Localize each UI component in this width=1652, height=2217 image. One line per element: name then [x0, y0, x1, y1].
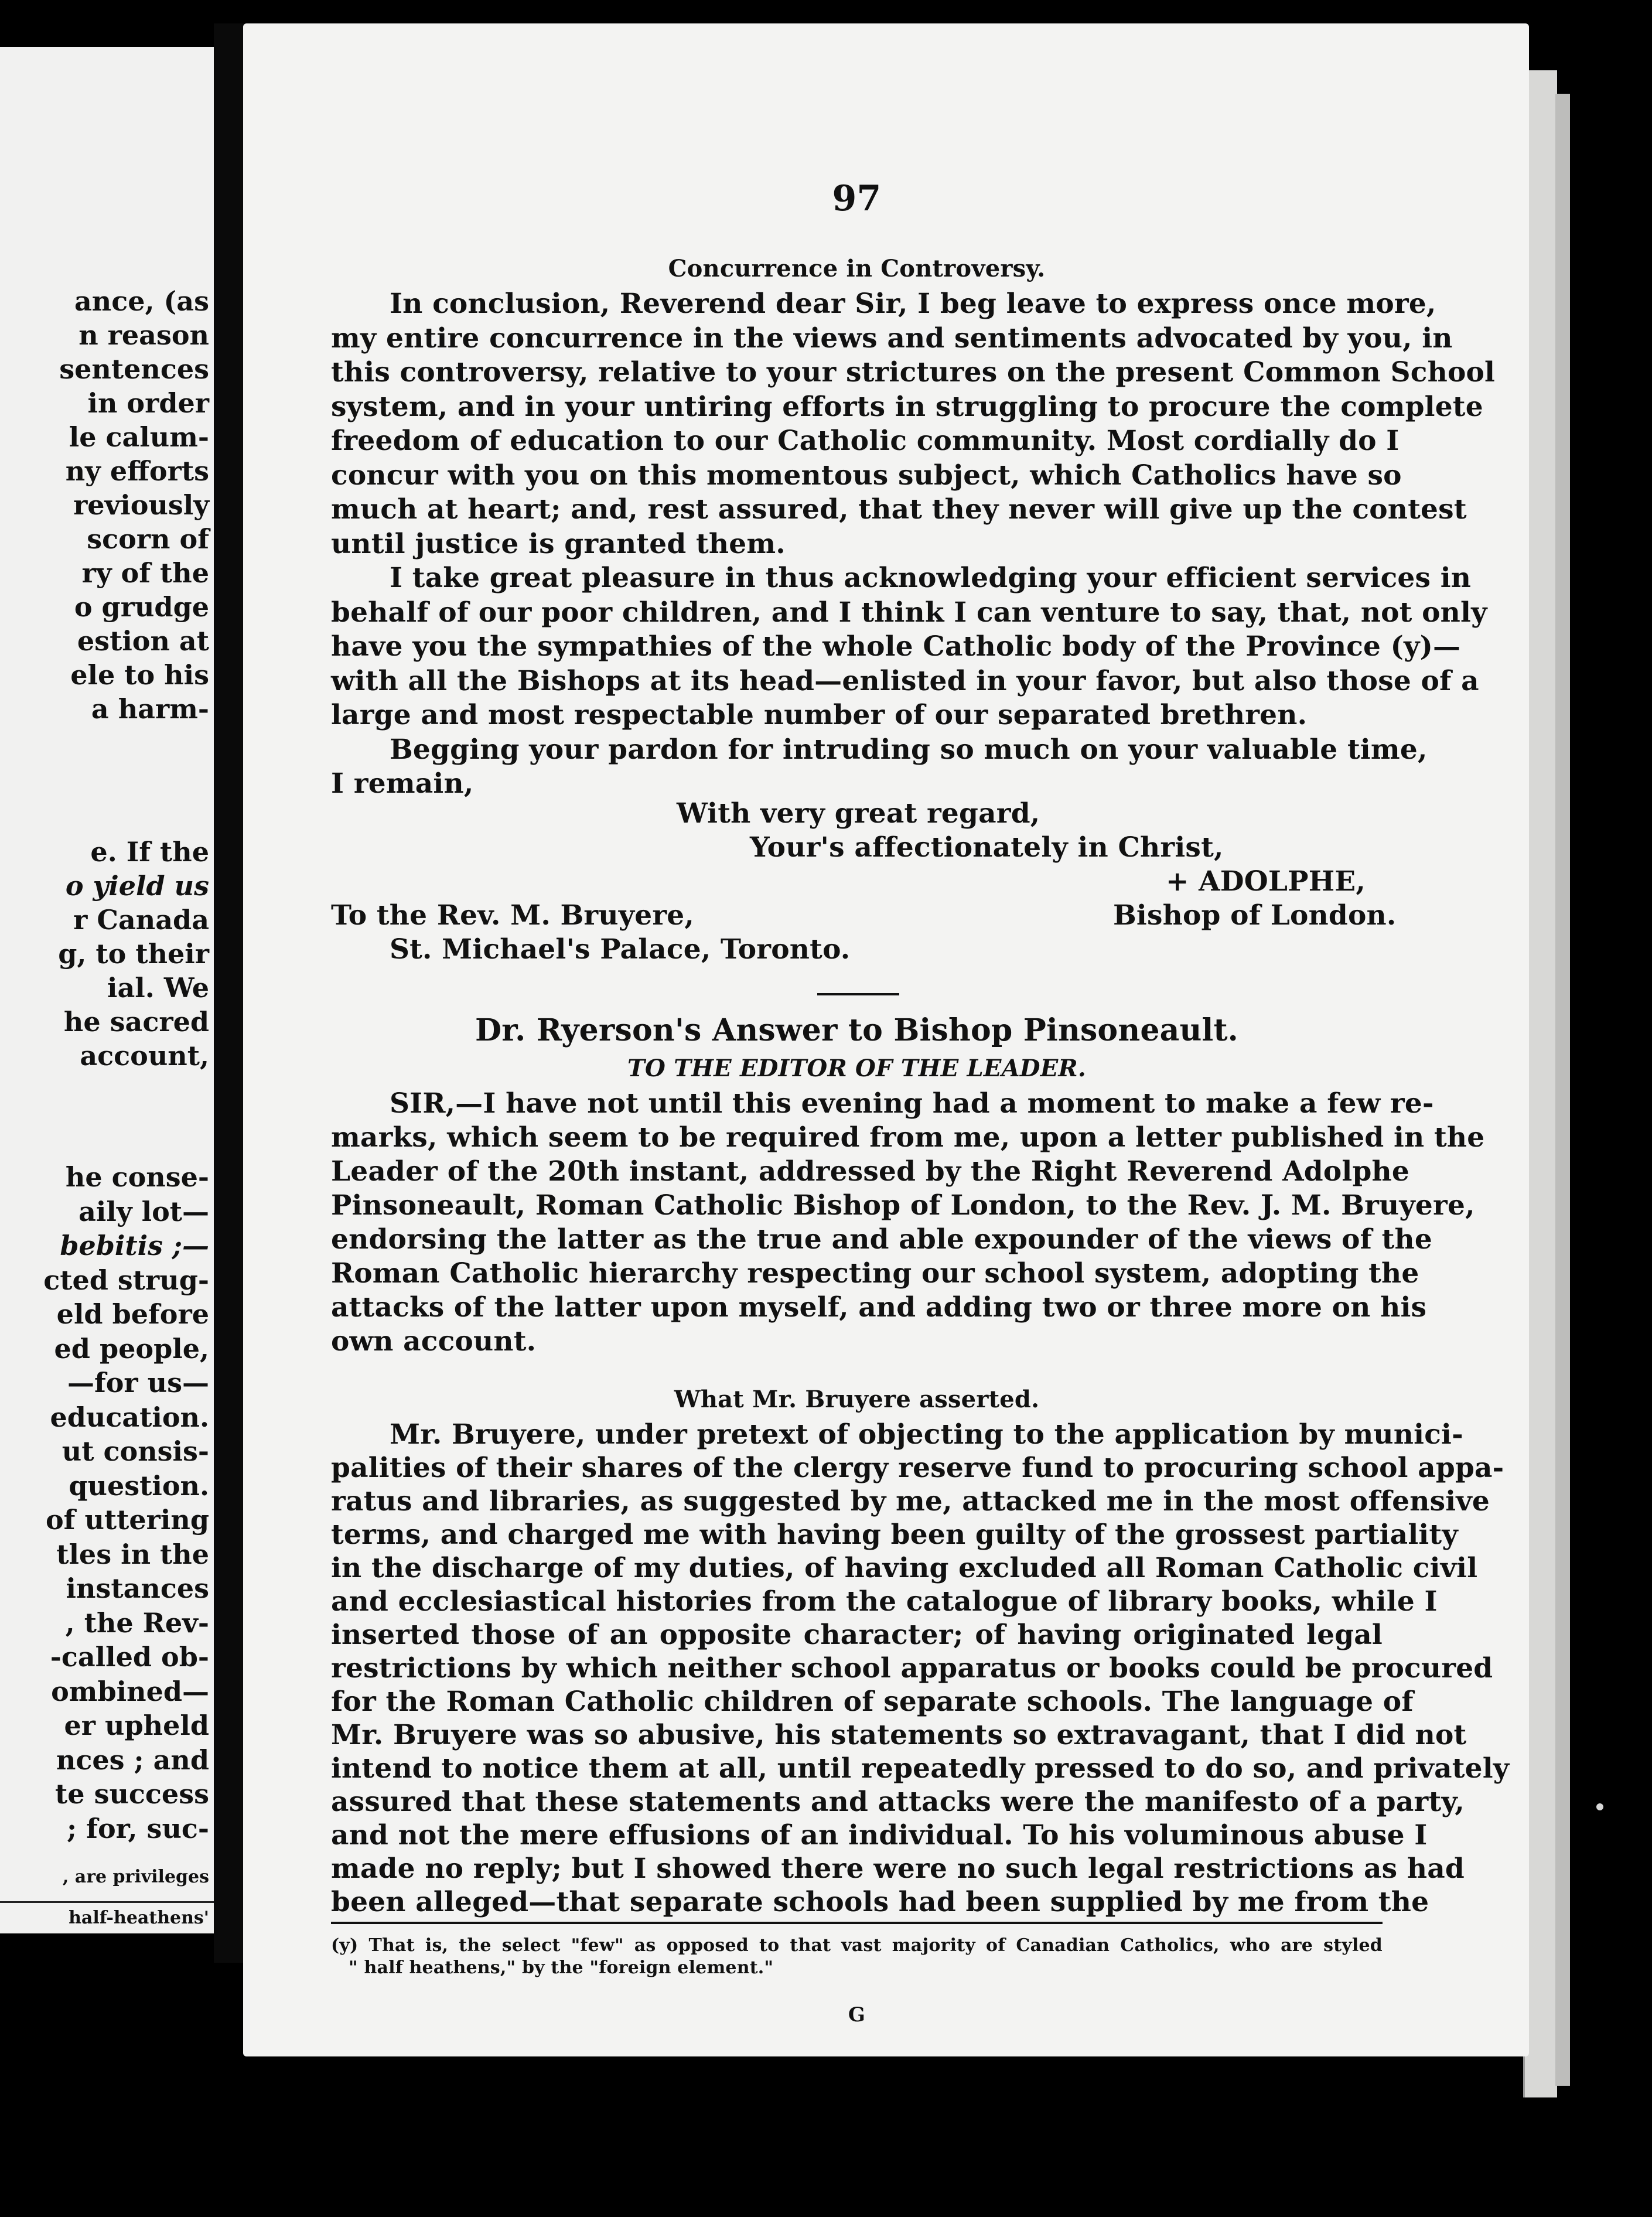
left-page-footnote: half-heathens' [69, 1908, 209, 1928]
text-line: ratus and libraries, as suggested by me, attacked me in the most offensive [331, 1485, 1490, 1517]
heading-bruyere-asserted: What Mr. Bruyere asserted. [674, 1386, 1040, 1413]
addressee-location: St. Michael's Palace, Toronto. [390, 933, 851, 966]
text-line: my entire concurrence in the views and sentiments advocated by you, in [331, 322, 1453, 354]
text-line: made no reply; but I showed there were no such legal restrictions as had [331, 1853, 1465, 1885]
text-line: attacks of the latter upon myself, and adding two or three more on his [331, 1291, 1427, 1324]
left-page-text-line: r Canada [73, 904, 209, 936]
left-page-text-line: ny efforts [65, 455, 209, 487]
left-page-text-line: , the Rev- [65, 1607, 209, 1639]
left-page-text-line: o yield us [65, 870, 209, 902]
text-line: I take great pleasure in thus acknowledging your efficient services in [390, 562, 1472, 594]
text-line: concur with you on this momentous subject, which Catholics have so [331, 459, 1402, 492]
left-page-text-line: in order [87, 387, 209, 419]
left-page-footnote: , are privileges [62, 1867, 209, 1887]
left-page-text-line: education. [50, 1401, 209, 1433]
footnote-line-1: (y) That is, the select "few" as opposed to that vast majority of Canadian Catholics, who are styled [331, 1935, 1383, 1956]
left-page-text-line: —for us— [67, 1367, 209, 1399]
text-line: Begging your pardon for intruding so much on your valuable time, [390, 733, 1428, 766]
left-page-text-line: a harm- [91, 693, 209, 725]
addressee: To the Rev. M. Bruyere, [331, 899, 694, 932]
footnote-line-2: " half heathens," by the "foreign element." [349, 1957, 774, 1978]
text-line: behalf of our poor children, and I think I can venture to say, that, not only [331, 596, 1487, 629]
signature-title: Bishop of London. [1113, 899, 1397, 932]
text-line: until justice is granted them. [331, 527, 786, 560]
footnote-rule [331, 1922, 1383, 1924]
page-edge-shadow [1555, 94, 1570, 2086]
text-line: inserted those of an opposite character; of having originated legal [331, 1619, 1383, 1651]
left-page-text-line: of uttering [45, 1504, 209, 1536]
text-line: Roman Catholic hierarchy respecting our school system, adopting the [331, 1257, 1419, 1290]
text-line: own account. [331, 1325, 537, 1358]
heading-ryerson-answer: Dr. Ryerson's Answer to Bishop Pinsoneault. [475, 1012, 1238, 1048]
text-line: been alleged—that separate schools had been supplied by me from the [331, 1886, 1429, 1918]
left-facing-page [0, 47, 214, 1933]
section-divider [817, 993, 899, 995]
left-page-text-line: -called ob- [50, 1641, 209, 1673]
left-page-text-line: ial. We [107, 972, 209, 1004]
scan-speck [1596, 1803, 1603, 1810]
heading-concurrence: Conc⁠urrence in Controversy. [668, 255, 1046, 282]
left-page-text-line: ombined— [51, 1675, 209, 1707]
left-page-text-line: he sacred [63, 1006, 209, 1038]
left-page-text-line: aily lot— [78, 1195, 209, 1227]
left-page-text-line: tles in the [56, 1538, 209, 1570]
text-line: endorsing the latter as the true and able expounder of the views of the [331, 1223, 1432, 1256]
text-line: large and most respectable number of our separated brethren. [331, 699, 1308, 731]
text-line: much at heart; and, rest assured, that they never will give up the contest [331, 493, 1467, 526]
left-page-text-line: bebitis ;— [60, 1230, 209, 1261]
left-page-text-line: account, [80, 1040, 209, 1072]
left-page-text-line: ry of the [81, 557, 209, 589]
text-line: with all the Bishops at its head—enlisted in your favor, but also those of a [331, 664, 1479, 697]
signature-adolphe: + ADOLPHE, [1166, 865, 1366, 898]
right-page [243, 23, 1529, 2056]
page-number: 97 [832, 178, 882, 219]
left-page-text-line: question. [69, 1469, 209, 1502]
left-page-text-line: eld before [56, 1298, 209, 1330]
text-line: freedom of education to our Catholic community. Most cordially do I [331, 425, 1400, 457]
text-line: for the Roman Catholic children of separate schools. The language of [331, 1686, 1414, 1718]
left-page-text-line: scorn of [87, 523, 209, 555]
closing-affection: Your's affectionately in Christ, [750, 831, 1224, 864]
text-line: Mr. Bruyere, under pretext of objecting to the application by munici- [390, 1418, 1463, 1451]
left-page-text-line: he conse- [65, 1161, 209, 1193]
text-line: Pinsoneault, Roman Catholic Bishop of London, to the Rev. J. M. Bruyere, [331, 1189, 1475, 1222]
left-page-text-line: cted strug- [43, 1264, 209, 1296]
text-line: restrictions by which neither school apparatus or books could be procured [331, 1652, 1493, 1684]
left-page-text-line: instances [66, 1573, 209, 1604]
left-page-text-line: sentences [59, 353, 209, 385]
left-page-text-line: n reason [78, 319, 209, 351]
text-line: intend to notice them at all, until repeatedly pressed to do so, and privately [331, 1752, 1510, 1785]
left-page-text-line: e. If the [90, 836, 209, 868]
left-page-text-line: ; for, suc- [67, 1812, 209, 1844]
text-line: system, and in your untiring efforts in struggling to procure the complete [331, 390, 1483, 423]
text-line: and ecclesiastical histories from the catalogue of library books, while I [331, 1585, 1438, 1618]
text-line: SIR,—I have not until this evening had a moment to make a few re- [390, 1087, 1434, 1120]
text-line: have you the sympathies of the whole Catholic body of the Province (y)— [331, 630, 1461, 663]
text-line: Mr. Bruyere was so abusive, his statements so extravagant, that I did not [331, 1719, 1467, 1751]
left-page-text-line: ance, (as [74, 285, 209, 317]
left-page-text-line: reviously [73, 489, 209, 521]
text-line: this controversy, relative to your strictures on the present Common School [331, 356, 1496, 388]
left-page-text-line: er upheld [64, 1710, 209, 1741]
text-line: terms, and charged me with having been guilty of the grossest partiality [331, 1519, 1458, 1551]
left-page-text-line: te success [55, 1778, 209, 1810]
text-line: and not the mere effusions of an individual. To his voluminous abuse I [331, 1819, 1428, 1851]
text-line: assured that these statements and attacks were the manifesto of a party, [331, 1786, 1465, 1818]
left-page-text-line: ed people, [54, 1332, 209, 1365]
text-line: palities of their shares of the clergy reserve fund to procuring school appa- [331, 1452, 1504, 1484]
left-page-text-line: ele to his [70, 659, 209, 691]
text-line: in the discharge of my duties, of having excluded all Roman Catholic civil [331, 1552, 1478, 1584]
closing-regard: With very great regard, [677, 797, 1040, 830]
left-page-text-line: ut consis- [62, 1435, 209, 1467]
left-page-text-line: nces ; and [56, 1744, 209, 1776]
left-page-text-line: estion at [77, 625, 209, 657]
signature-mark: G [848, 2003, 866, 2027]
left-page-text-line: le calum- [69, 421, 209, 453]
book-gutter [214, 23, 246, 1963]
text-line: I remain, [331, 768, 474, 800]
left-page-text-line: o grudge [74, 591, 209, 623]
text-line: In conclusion, Reverend dear Sir, I beg leave to express once more, [390, 288, 1436, 320]
editor-salutation: TO THE EDITOR OF THE LEADER. [627, 1055, 1086, 1082]
text-line: Leader of the 20th instant, addressed by the Right Reverend Adolphe [331, 1155, 1409, 1188]
left-page-text-line: g, to their [58, 938, 209, 970]
text-line: marks, which seem to be required from me, upon a letter published in the [331, 1121, 1485, 1154]
